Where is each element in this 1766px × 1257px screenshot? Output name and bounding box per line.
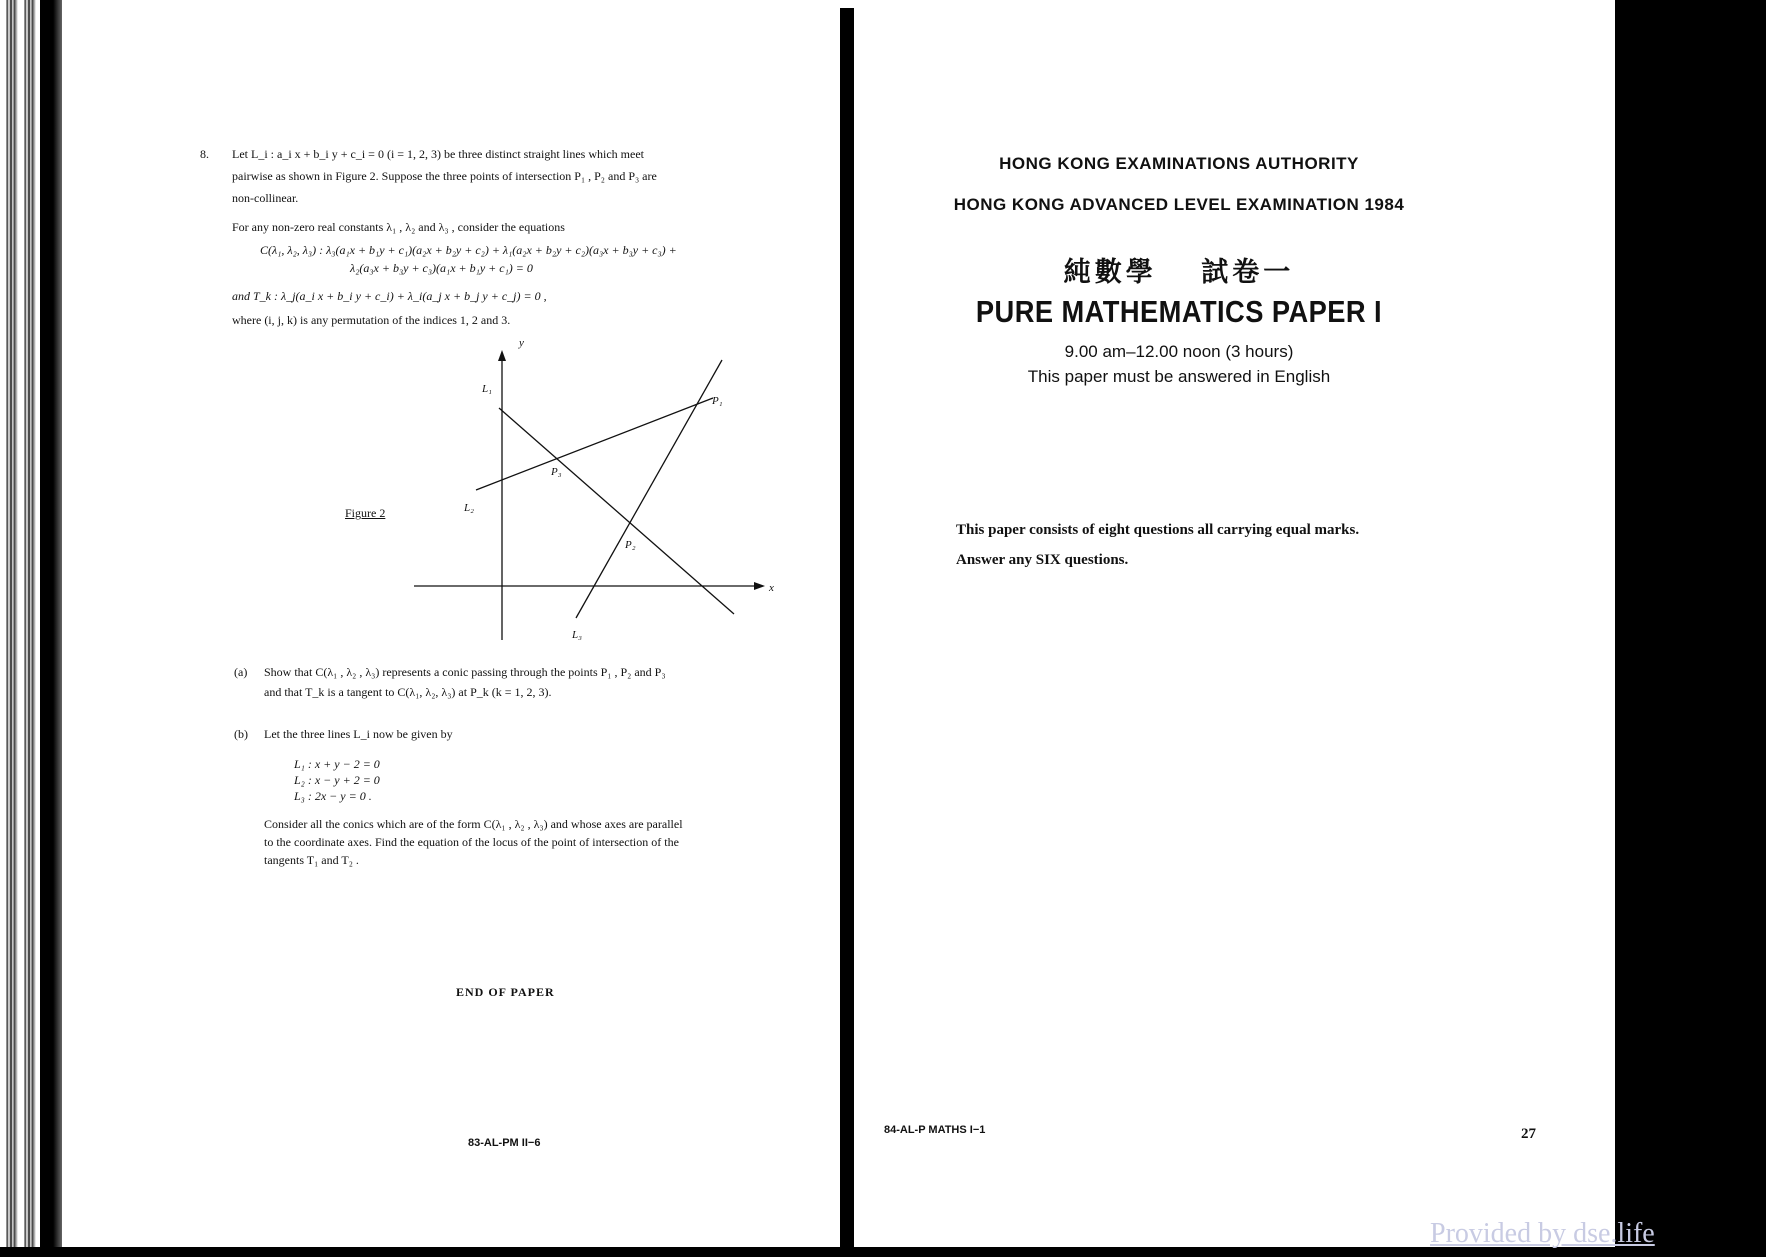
scan-margin-right	[1615, 0, 1766, 1257]
end-of-paper: END OF PAPER	[456, 985, 555, 999]
label-x: x	[769, 582, 774, 594]
part-b-label: (b)	[234, 727, 248, 741]
part-b-line-2: to the coordinate axes. Find the equation of the locus of the point of intersection of the	[264, 835, 679, 849]
line-L1	[499, 408, 734, 614]
figure-caption: Figure 2	[345, 506, 386, 520]
y-axis-arrow	[498, 350, 506, 361]
part-b-intro: Let the three lines L_i now be given by	[264, 727, 453, 741]
question-line-5: where (i, j, k) is any permutation of the indices 1, 2 and 3.	[232, 313, 511, 327]
exam-title: HONG KONG ADVANCED LEVEL EXAMINATION 1984	[953, 195, 1405, 214]
question-line-4: For any non-zero real constants λ₁ , λ₂ and λ₃ , consider the equations	[232, 220, 565, 234]
part-a-line-1: Show that C(λ₁ , λ₂ , λ₃) represents a conic passing through the points P₁ , P₂ and P₃	[264, 665, 666, 679]
line-equation-L1: L₁ : x + y − 2 = 0	[294, 757, 380, 771]
equation-tangent: and T_k : λ_j(a_i x + b_i y + c_i) + λ_i(a_j x + b_j y + c_j) = 0 ,	[232, 289, 547, 303]
label-P1: P₁	[712, 395, 723, 407]
page-gutter	[840, 8, 854, 1257]
part-b-line-3: tangents T₁ and T₂ .	[264, 853, 359, 867]
figure-2-diagram	[62, 0, 840, 1247]
paper-title: PURE MATHEMATICS PAPER I	[975, 294, 1383, 329]
equation-conic-2: λ₂(a₃x + b₃y + c₃)(a₁x + b₁y + c₁) = 0	[350, 261, 533, 275]
left-footer-code: 83-AL-PM II−6	[468, 1137, 541, 1149]
paper-title-chinese: 純數學 試卷一	[1063, 257, 1295, 288]
watermark: Provided by dse.life	[1430, 1218, 1655, 1249]
label-y: y	[519, 337, 524, 349]
label-L1: L₁	[482, 383, 492, 395]
part-a-label: (a)	[234, 665, 248, 679]
question-line-2: pairwise as shown in Figure 2. Suppose the three points of intersection P₁ , P₂ and P₃ are	[232, 169, 657, 183]
x-axis-arrow	[754, 582, 765, 590]
line-L3	[576, 360, 722, 618]
line-equation-L3: L₃ : 2x − y = 0 .	[294, 789, 372, 803]
instructions	[956, 515, 1359, 575]
exam-time: 9.00 am–12.00 noon (3 hours)	[1064, 342, 1294, 361]
language-note: This paper must be answered in English	[1027, 367, 1331, 386]
part-b-line-1: Consider all the conics which are of the form C(λ₁ , λ₂ , λ₃) and whose axes are parallel	[264, 817, 683, 831]
scan-edge	[0, 0, 62, 1257]
label-P2: P₂	[625, 539, 636, 551]
equation-conic-1: C(λ₁, λ₂, λ₃) : λ₃(a₁x + b₁y + c₁)(a₂x + b₂y + c₂) + λ₁(a₂x + b₂y + c₂)(a₃x + b₃y + c₃) +	[260, 243, 677, 257]
right-page	[854, 0, 1615, 1247]
question-number: 8.	[200, 147, 209, 161]
label-L3: L₃	[572, 629, 582, 641]
page-number: 27	[1521, 1126, 1536, 1142]
instruction-2: Answer any SIX questions.	[956, 552, 1129, 568]
authority-title: HONG KONG EXAMINATIONS AUTHORITY	[999, 154, 1359, 173]
label-L2: L₂	[464, 502, 474, 514]
label-P3: P₃	[551, 466, 562, 478]
instruction-1: This paper consists of eight questions all carrying equal marks.	[956, 522, 1360, 538]
line-equation-L2: L₂ : x − y + 2 = 0	[294, 773, 380, 787]
part-a-line-2: and that T_k is a tangent to C(λ₁, λ₂, λ₃) at P_k (k = 1, 2, 3).	[264, 685, 552, 699]
right-footer-code: 84-AL-P MATHS I−1	[884, 1124, 986, 1136]
line-L2	[476, 398, 713, 490]
left-page	[62, 0, 840, 1247]
question-line-1: Let L_i : a_i x + b_i y + c_i = 0 (i = 1, 2, 3) be three distinct straight lines which meet	[232, 147, 644, 161]
question-line-3: non-collinear.	[232, 191, 299, 205]
